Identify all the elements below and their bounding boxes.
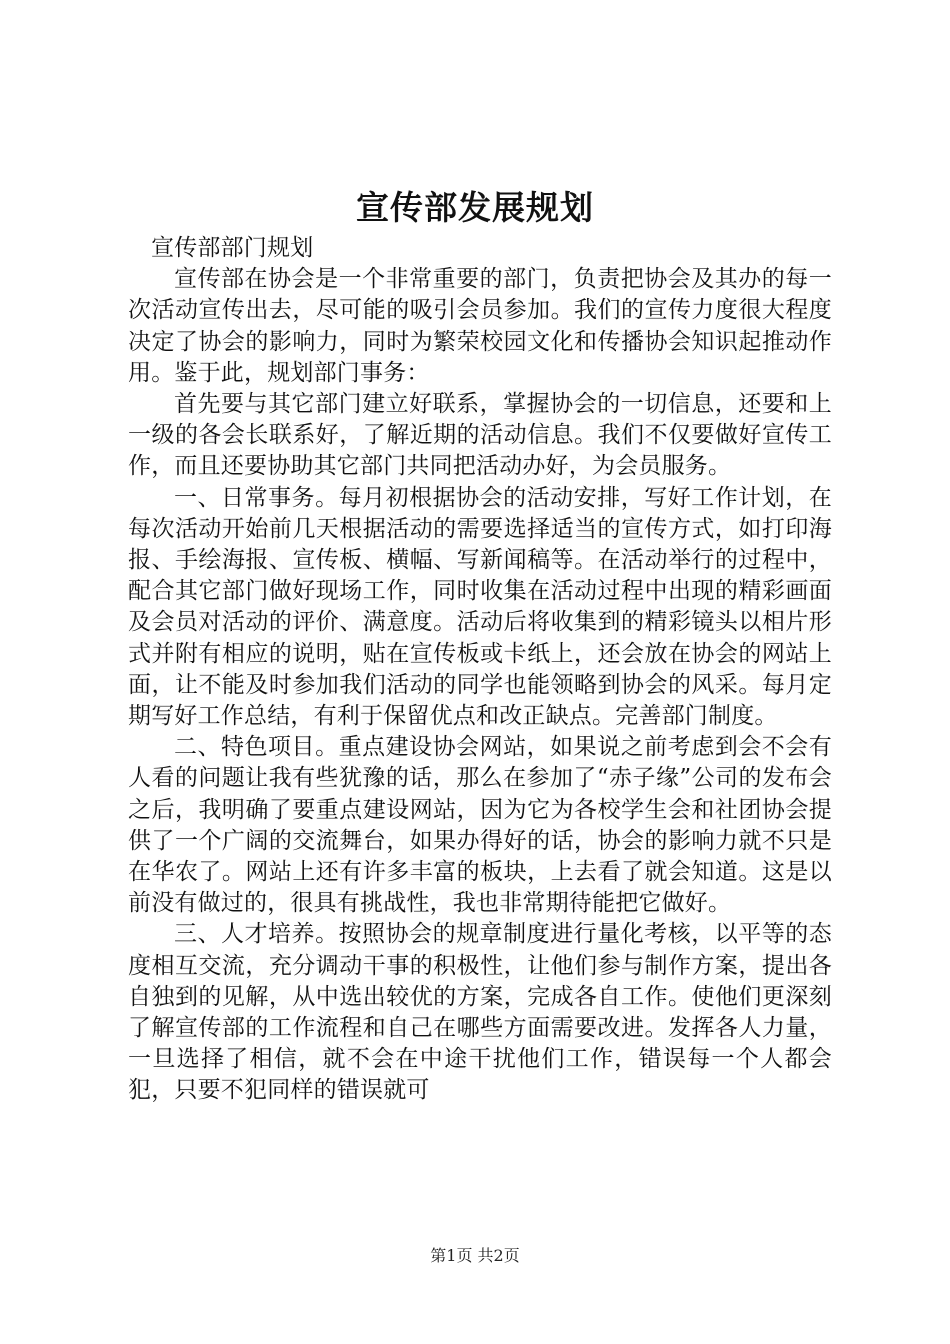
paragraph-daily-affairs: 一、日常事务。每月初根据协会的活动安排，写好工作计划，在每次活动开始前几天根据活动的需要选择适当的宣传方式，如打印海报、手绘海报、宣传板、横幅、写新闻稿等。在活动举行的过程中，配合其它部门做好现场工作，同时收集在活动过程中出现的精彩画面及会员对活动的评价、满意度。活动后将收集到的精彩镜头以相片形式并附有相应的说明，贴在宣传板或卡纸上，还会放在协会的网站上面，让不能及时参加我们活动的同学也能领略到协会的风采。每月定期写好工作总结，有利于保留优点和改正缺点。完善部门制度。 (128, 484, 832, 730)
document-body (128, 233, 832, 1107)
page-number-footer: 第1页 共2页 (430, 1246, 520, 1265)
paragraph-coordination: 首先要与其它部门建立好联系，掌握协会的一切信息，还要和上一级的各会长联系好，了解近期的活动信息。我们不仅要做好宣传工作，而且还要协助其它部门共同把活动办好，为会员服务。 (128, 391, 832, 480)
section-heading: 宣传部部门规划 (151, 235, 314, 261)
document-title: 宣传部发展规划 (356, 188, 594, 227)
paragraph-talent-training: 三、人才培养。按照协会的规章制度进行量化考核，以平等的态度相互交流，充分调动干事的积极性，让他们参与制作方案，提出各自独到的见解，从中选出较优的方案，完成各自工作。使他们更深刻了解宣传部的工作流程和自己在哪些方面需要改进。发挥各人力量，一旦选择了相信，就不会在中途干扰他们工作，错误每一个人都会犯，只要不犯同样的错误就可 (128, 921, 832, 1104)
paragraph-intro: 宣传部在协会是一个非常重要的部门，负责把协会及其办的每一次活动宣传出去，尽可能的吸引会员参加。我们的宣传力度很大程度决定了协会的影响力，同时为繁荣校园文化和传播协会知识起推动作用。鉴于此，规划部门事务： (128, 266, 832, 386)
paragraph-special-project: 二、特色项目。重点建设协会网站，如果说之前考虑到会不会有人看的问题让我有些犹豫的话，那么在参加了“赤子缘”公司的发布会之后，我明确了要重点建设网站，因为它为各校学生会和社团协会提供了一个广阔的交流舞台，如果办得好的话，协会的影响力就不只是在华农了。网站上还有许多丰富的板块，上去看了就会知道。这是以前没有做过的，很具有挑战性，我也非常期待能把它做好。 (128, 734, 832, 917)
